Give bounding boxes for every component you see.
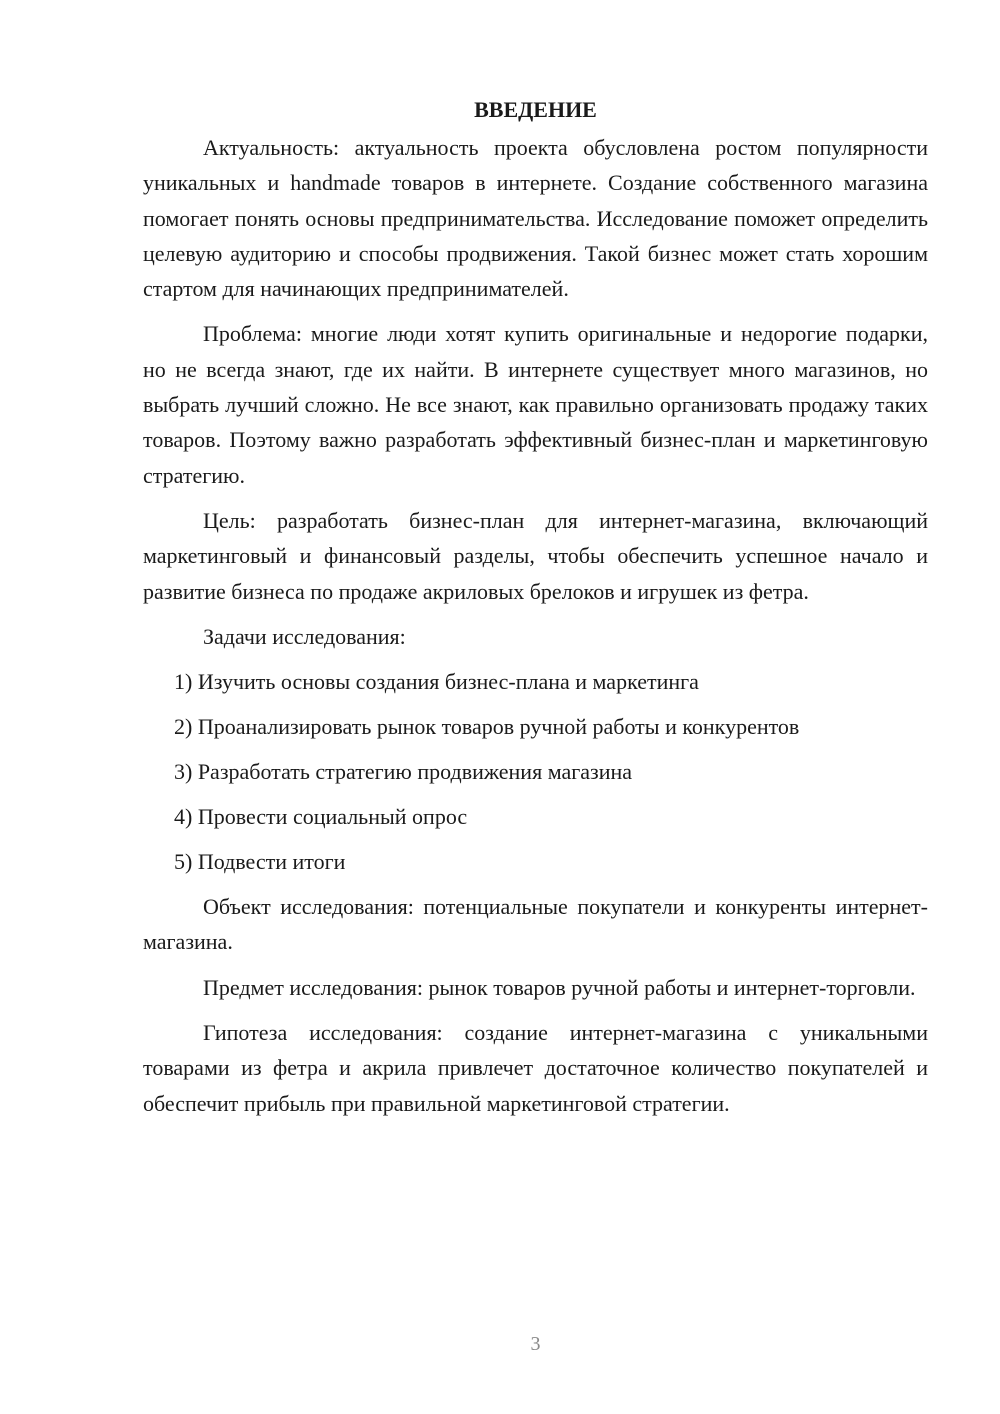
- paragraph-object: Объект исследования: потенциальные покупатели и конкуренты интернет-магазина.: [143, 894, 928, 955]
- paragraph-subject: Предмет исследования: рынок товаров ручной работы и интернет-торговли.: [203, 974, 916, 1000]
- paragraph-relevance: Актуальность: актуальность проекта обусловлена ростом популярности уникальных и handmade товаров в интернете. Создание собственного магазина помогает понять основы предпринимательства. Исследование поможет определить целевую аудиторию и способы продвижения. Такой бизнес может стать хорошим стартом для начинающих предпринимателей.: [143, 135, 928, 302]
- task-item-2: 2) Проанализировать рынок товаров ручной работы и конкурентов: [174, 714, 800, 740]
- paragraph-problem: Проблема: многие люди хотят купить оригинальные и недорогие подарки, но не всегда знают, где их найти. В интернете существует много магазинов, но выбрать лучший сложно. Не все знают, как правильно организовать продажу таких товаров. Поэтому важно разработать эффективный бизнес-план и маркетинговую стратегию.: [143, 321, 928, 488]
- task-item-1: 1) Изучить основы создания бизнес-плана и маркетинга: [174, 669, 699, 695]
- task-item-5: 5) Подвести итоги: [174, 849, 346, 875]
- tasks-heading: Задачи исследования:: [203, 623, 406, 649]
- page-number: 3: [530, 1333, 541, 1355]
- task-item-4: 4) Провести социальный опрос: [174, 804, 468, 830]
- section-title: ВВЕДЕНИЕ: [474, 97, 597, 122]
- paragraph-hypothesis: Гипотеза исследования: создание интернет-магазина с уникальными товарами из фетра и акрила привлечет достаточное количество покупателей и обеспечит прибыль при правильной маркетинговой стратегии.: [143, 1020, 928, 1116]
- task-item-3: 3) Разработать стратегию продвижения магазина: [174, 759, 633, 785]
- document-page: [143, 92, 928, 1131]
- paragraph-goal: Цель: разработать бизнес-план для интернет-магазина, включающий маркетинговый и финансовый разделы, чтобы обеспечить успешное начало и развитие бизнеса по продаже акриловых брелоков и игрушек из фетра.: [143, 507, 928, 604]
